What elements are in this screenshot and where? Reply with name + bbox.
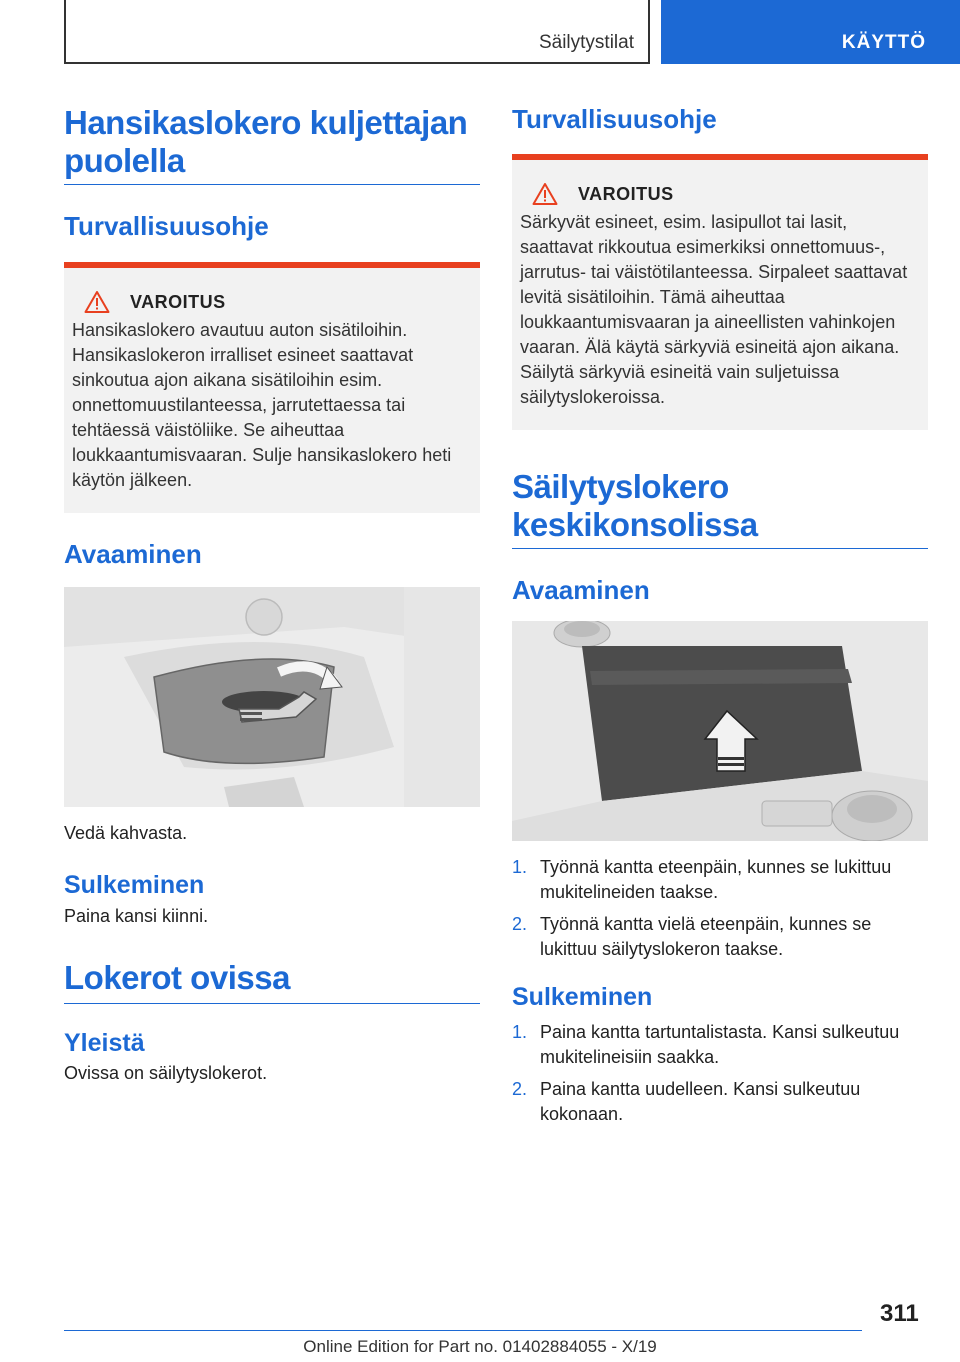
step-number: 1. xyxy=(512,857,528,877)
step-text: Paina kantta uudelleen. Kansi sulkeutuu kokonaan. xyxy=(540,1079,861,1124)
warning-triangle-icon xyxy=(532,182,558,206)
left-warning-label: VAROITUS xyxy=(130,291,226,312)
footer-edition: Online Edition for Part no. 01402884055 - X/19 xyxy=(303,1337,657,1356)
left-closing-text: Paina kansi kiinni. xyxy=(64,906,209,926)
left-closing-heading: Sulkeminen xyxy=(64,871,205,899)
left-safety-heading: Turvallisuusohje xyxy=(64,211,269,241)
header-chapter-tab xyxy=(661,0,960,64)
warning-triangle-icon xyxy=(84,290,110,314)
right-warning-header xyxy=(532,182,920,206)
step-number: 2. xyxy=(512,914,528,934)
left-general-heading: Yleistä xyxy=(64,1029,145,1057)
step-number: 1. xyxy=(512,1022,528,1042)
glovebox-title: Hansikaslokero kuljettajan puolella xyxy=(64,104,480,185)
list-item xyxy=(512,912,928,962)
right-closing-steps xyxy=(512,1020,928,1127)
right-opening-heading: Avaaminen xyxy=(512,575,650,605)
list-item xyxy=(512,1077,928,1127)
left-warning-header xyxy=(84,290,472,314)
right-warning-box xyxy=(512,154,928,430)
page-number: 311 xyxy=(880,1300,919,1327)
right-closing-heading: Sulkeminen xyxy=(512,983,653,1011)
glovebox-illustration xyxy=(64,587,480,807)
footer-divider xyxy=(64,1330,862,1331)
header-section-title: Säilytystilat xyxy=(538,32,634,53)
right-safety-heading: Turvallisuusohje xyxy=(512,104,717,134)
header-section-box xyxy=(64,0,650,64)
door-compartments-title: Lokerot ovissa xyxy=(64,959,480,1004)
list-item xyxy=(512,855,928,905)
step-text: Työnnä kantta eteenpäin, kunnes se lukittuu mukitelineiden taakse. xyxy=(540,857,892,902)
left-column xyxy=(64,100,480,1086)
step-text: Paina kantta tartuntalistasta. Kansi sulkeutuu mukitelineisiin saakka. xyxy=(540,1022,900,1067)
left-warning-text: Hansikaslokero avautuu auton sisätiloihin. Hansikaslokeron irralliset esineet saattavat sinkoutua ajon aikana sisätiloihin esim. onnettomuustilanteessa, jarrutettaessa tai tehtäessä väistöliike. Se aiheuttaa loukkaantumisvaaran. Sulje hansikaslokero heti käytön jälkeen. xyxy=(72,320,452,490)
step-text: Työnnä kantta vielä eteenpäin, kunnes se lukittuu säilytyslokeron taakse. xyxy=(540,914,872,959)
left-warning-box xyxy=(64,262,480,513)
step-number: 2. xyxy=(512,1079,528,1099)
list-item xyxy=(512,1020,928,1070)
console-illustration xyxy=(512,621,928,841)
right-opening-steps xyxy=(512,855,928,962)
left-general-text: Ovissa on säilytyslokerot. xyxy=(64,1063,268,1083)
left-opening-heading: Avaaminen xyxy=(64,539,202,569)
console-compartment-title: Säilytyslokero keskikonsolissa xyxy=(512,468,928,549)
right-warning-text: Särkyvät esineet, esim. lasipullot tai lasit, saattavat rikkoutua esimerkiksi onnettomuus-, jarrutus- tai väistötilanteessa. Sirpaleet saattavat levitä sisätiloihin. Tämä aiheuttaa loukkaantumisvaaran ja aineellisten vahinkojen vaaran. Älä käytä särkyviä esineitä ajon aikana. Säilytä särkyviä esineitä vain suljetuissa säilytyslokeroissa. xyxy=(520,212,908,407)
left-opening-text: Vedä kahvasta. xyxy=(64,823,188,843)
console-photo xyxy=(512,621,928,841)
glovebox-photo xyxy=(64,587,480,807)
right-column xyxy=(512,100,928,1134)
header-chapter-title: KÄYTTÖ xyxy=(841,32,926,53)
right-warning-label: VAROITUS xyxy=(578,183,674,204)
